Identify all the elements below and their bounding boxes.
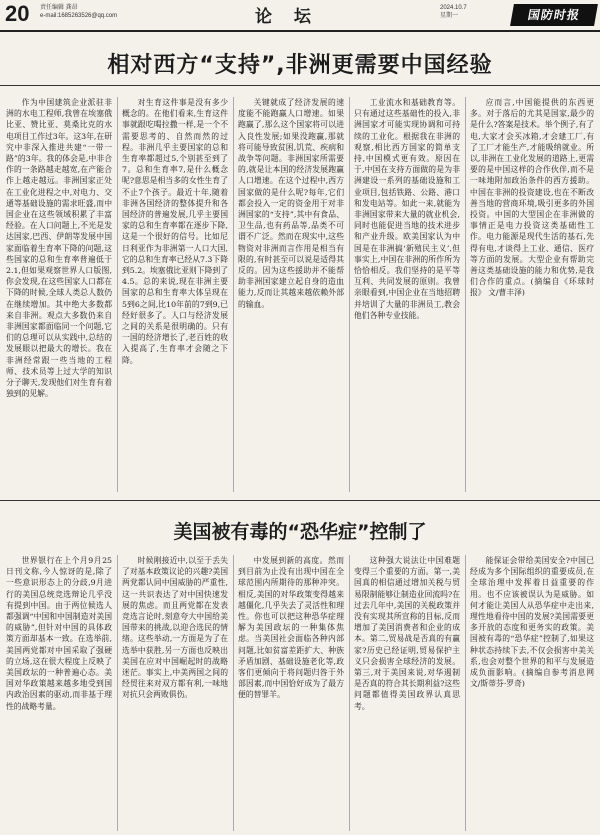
- article2-headline: 美国被有毒的“恐华症”控制了: [173, 521, 427, 543]
- headline-divider: [0, 85, 600, 86]
- article2-column-2: 时候刚接近中,以至于丢失了对基本政策议论的兴趣?美国两党都认同中国威胁的严重性,这一共识表达了对中国快速发展的焦虑。而且两党都在发表竞选言论时,刻意夸大中国给美国带来的挑战,以迎合选民的情绪。这些举动,一方面是为了在选举中获胜,另一方面也反映出美国在应对中国崛起时的战略迷茫。事实上,中美两国之间的经贸往来对双方都有利,一味地对抗只会两败俱伤。: [122, 556, 228, 700]
- column-divider: [233, 555, 234, 831]
- page-header: [0, 0, 600, 32]
- column-divider: [465, 97, 466, 492]
- issue-date: 2024.10.7: [440, 5, 467, 11]
- article1-column-3: 关键就成了经济发展的速度能不能跑赢人口增速。如果跑赢了,那么这个国家将可以进入良性发展;如果没跑赢,那就将可能导致贫困,饥荒、疾病和战争等问题。非洲国家所需要的,就是让本国的经济发展跑赢人口增速。在这个过程中,西方国家做的是什么呢?每年,它们都会投入一定的资金用于对非洲国家的“支持”,其中有食品、卫生品,也有药品等,品类不可谓不广泛。然而在现实中,这些物资对非洲而言作用是相当有限的,有时甚至可以说是适得其反的。因为这些援助并不能帮助非洲国家建立起自身的造血能力,反而让其越来越依赖外部的输血。: [238, 98, 344, 309]
- editor-name: 责任编辑 龚昂: [40, 5, 78, 11]
- article1-column-5: 应而言,中国能提供的东西更多。对于落后的尤其是国家,最少的是什么?答案是技术。举个例子,有了电,大家才会买冰箱,才会建工厂,有了工厂才能生产,才能吸纳就业。所以,非洲在工业化发展的道路上,更需要的是中国这样的合作伙伴,而不是一味地附加政治条件的西方援助。中国在非洲的投资建设,也在不断改善当地的营商环境,吸引更多的外国投资。中国的大型国企在非洲做的事情正是电力投资这类基础性工作。电力能源是现代生活的基石,先得有电,才谈得上工业、通信、医疗等方面的发展。大型企业有帮助完善这类基础设施的能力和优势,是我们合作的重点。(摘编自《环球时报》 文/曹丰泽): [470, 98, 594, 298]
- column-divider: [117, 97, 118, 492]
- section-title: 论 坛: [255, 7, 319, 27]
- column-divider: [233, 97, 234, 492]
- page-number: 20: [5, 1, 30, 26]
- article2-column-5: 能保证会带给美国安全?中国已经成为多个国际组织的重要成员,在全球治理中发挥着日益重要的作用。也不应该被误认为是威胁。如何才能让美国人从恐华症中走出来,理性地看待中国的发展?美国需要更多开放的态度和更务实的政策。美国被有毒的“恐华症”控制了,如果这种状态持续下去,不仅会损害中美关系,也会对整个世界的和平与发展造成负面影响。(摘编自参考消息网 文/斯蒂芬·罗奇): [470, 556, 594, 689]
- column-divider: [349, 555, 350, 831]
- column-divider: [349, 97, 350, 492]
- article1-column-4: 工业流水和基础教育等。只有通过这些基础性的投入,非洲国家才可能实现协调和可持续的工业化。根据我在非洲的观察,相比西方国家的简单支持,中国模式更有效。原因在于,中国在支持方面做的是为非洲建设一系列的基础设施和工业项目,包括铁路、公路、港口和发电站等。如此一来,就能为非洲国家带来大量的就业机会,同时也能促进当地的技术进步和产业升级。欧美国家认为中国是在非洲搞‘新殖民主义’,但事实上,中国在非洲的所作所为恰恰相反。我们坚持的是平等互利、共同发展的原则。我曾亲眼看到,中国企业在当地招聘并培训了大量的非洲员工,教会他们各种专业技能。: [354, 98, 460, 320]
- article1-column-2: 对生育这件事是没有多少概念的。在他们看来,生育这件事就跟吃喝拉撒一样,是一个不需要思考的、自然而然的过程。非洲几乎主要国家的总和生育率都超过5,个别甚至到了7。总和生育率7,是什么概念呢?意思是相当多的女性生育了不止7个孩子。最近十年,随着非洲各国经济的整体提升和各国经济的普遍发展,几乎主要国家的总和生育率都在逐步下降,这是一个很好的信号。比如尼日利亚作为非洲第一人口大国,它的总和生育率已经从7.3下降到5.2。埃塞俄比亚则下降到了4.5。总的来说,现在非洲主要国家的总和生育率大体呈现在5到6之间,比10年前的7到9,已经好很多了。人口与经济发展之间的关系是很明确的。只有一国的经济增长了,老百姓的收入提高了,生育率才会随之下降。: [122, 98, 228, 365]
- editor-email: e-mail:1685263526@qq.com: [40, 13, 118, 19]
- article-separator: [0, 500, 600, 501]
- editor-info: [40, 4, 117, 20]
- article1-headline: 相对西方“支持”,非洲更需要中国经验: [107, 53, 493, 78]
- issue-date-box: [440, 4, 467, 20]
- masthead-logo: 国防时报: [510, 4, 598, 26]
- article1-column-1: 作为中国建筑企业派驻非洲的水电工程师,我曾在埃塞俄比亚、赞比亚、莫桑比克的水电项目工作过3年。这3年,在研究中非深入推进共建“一带一路”的3年。我的体会是,中非合作的一条路越走越宽,在产能合作上越走越远。非洲国家正处在工业化进程之中,对电力、交通等基础设施的需求旺盛,而中国企业在这些领域积累了丰富经验。在人口问题上,不光是发达国家,巴西、伊朗等发展中国家面临着生育率下降的问题,这些国家的总和生育率普遍低于2.1,但如果观察世界人口版图,你会发现,在这些国家人口都在下降的时候,全球人类总人数仍在继续增加。其中绝大多数都来自非洲。观点大多数仍来自非洲国家都面临同一个问题,它们的总理可以从实践中,总结的发展眼以把最大的增长。我在非洲经常跟一些当地的工程师、技术员等上过大学的知识分子聊天,发现他们对生育有着独到的见解。: [6, 98, 112, 399]
- article2-column-3: 中发展到新的高度。然而到目前为止没有出现中国在全球范围内所期待的那种冲突。相反,美国的对华政策变得越来越僵化,几乎失去了灵活性和理性。你也可以把这种恐华症理解为美国政坛的一种集体焦虑。当美国社会面临各种内部问题,比如贫富差距扩大、种族矛盾加剧、基础设施老化等,政客们更倾向于将问题归咎于外部因素,而中国恰好成为了最方便的替罪羊。: [238, 556, 344, 700]
- column-divider: [117, 555, 118, 831]
- issue-weekday: 星期一: [440, 13, 459, 19]
- article2-column-4: 这种强大说法让中国难题变得三个重要的方面。第一,美国真的相信通过增加关税与贸易限制能够让制造业回流吗?在过去几年中,美国的关税政策并没有实现其所宣称的目标,反而增加了美国消费者和企业的成本。第二,贸易战是否真的有赢家?历史已经证明,贸易保护主义只会损害全球经济的发展。第三,对于美国来说,对华遏制是否真的符合其长期利益?这些问题都值得美国政界认真思考。: [354, 556, 460, 711]
- column-divider: [465, 555, 466, 831]
- article2-column-1: 世界银行在上个月9月25日刊文称,今人惊讶的是,除了一些意识形态上的分歧,9月进行的美国总统竞选辩论几乎没有提到中国。由于两位候选人都强调“中国和中国制造对美国的威胁”,但针对中国的具体政策方面却基本一致。在选举前,美国两党都对中国采取了强硬的立场,这在很大程度上反映了美国政坛的一种普遍心态。美国对华政策越来越多地受到国内政治因素的驱动,而非基于理性的战略考量。: [6, 556, 112, 711]
